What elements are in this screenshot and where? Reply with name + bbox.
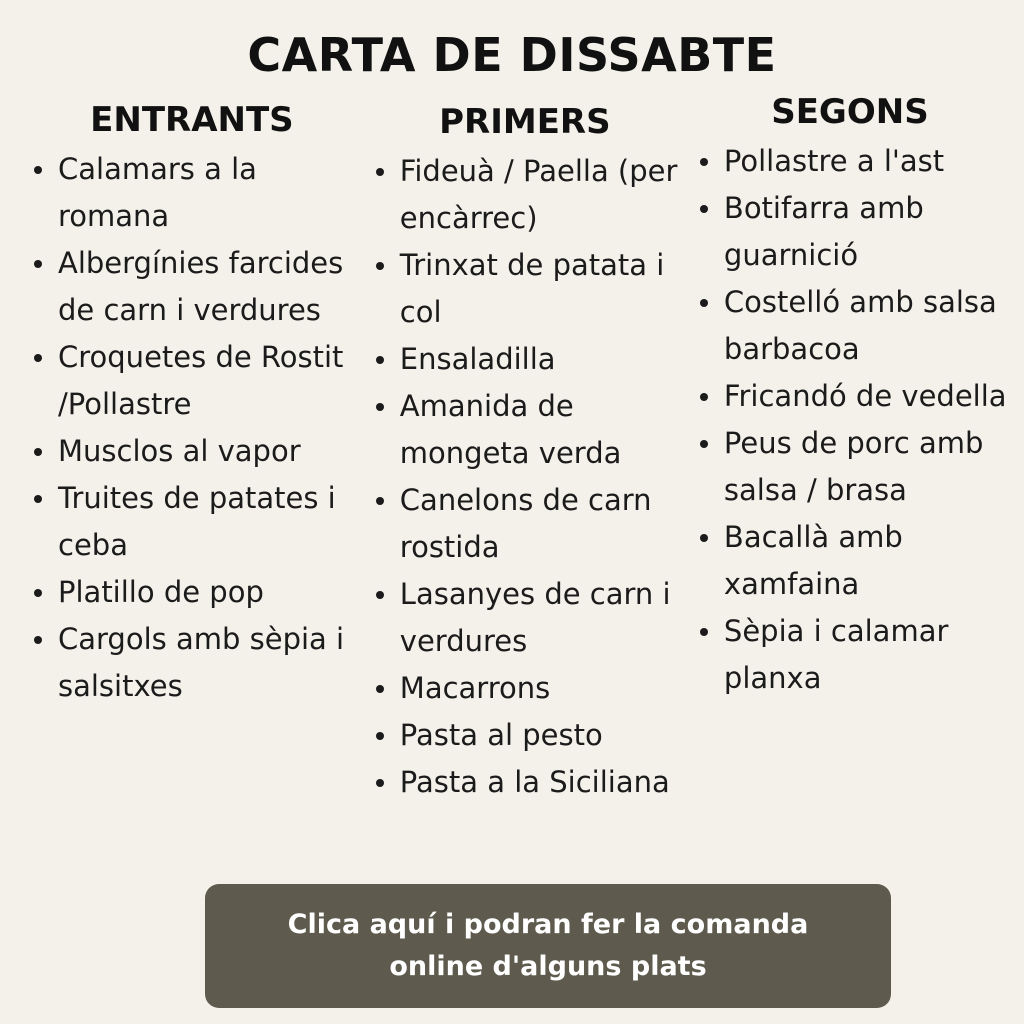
list-item: Trinxat de patata i col bbox=[366, 242, 684, 336]
list-item: Pasta al pesto bbox=[366, 712, 684, 759]
list-item: Musclos al vapor bbox=[24, 428, 360, 475]
list-item: Croquetes de Rostit /Pollastre bbox=[24, 334, 360, 428]
list-item: Costelló amb salsa barbacoa bbox=[690, 279, 1010, 373]
list-item: Peus de porc amb salsa / brasa bbox=[690, 420, 1010, 514]
menu-column-primers bbox=[360, 92, 684, 806]
dish-list-segons bbox=[690, 138, 1010, 702]
list-item: Pollastre a l'ast bbox=[690, 138, 1010, 185]
list-item: Sèpia i calamar planxa bbox=[690, 608, 1010, 702]
list-item: Ensaladilla bbox=[366, 336, 684, 383]
list-item: Macarrons bbox=[366, 665, 684, 712]
page-title: CARTA DE DISSABTE bbox=[247, 28, 777, 82]
dish-list-primers bbox=[366, 148, 684, 806]
order-online-button[interactable] bbox=[205, 884, 891, 1008]
list-item: Botifarra amb guarnició bbox=[690, 185, 1010, 279]
list-item: Albergínies farcides de carn i verdures bbox=[24, 240, 360, 334]
list-item: Bacallà amb xamfaina bbox=[690, 514, 1010, 608]
list-item: Truites de patates i ceba bbox=[24, 475, 360, 569]
list-item: Amanida de mongeta verda bbox=[366, 383, 684, 477]
list-item: Pasta a la Siciliana bbox=[366, 759, 684, 806]
menu-columns bbox=[0, 92, 1024, 806]
list-item: Platillo de pop bbox=[24, 569, 360, 616]
dish-list-entrants bbox=[24, 146, 360, 710]
cta-line-2: online d'alguns plats bbox=[389, 951, 707, 982]
menu-column-entrants bbox=[14, 92, 360, 710]
column-heading-entrants: ENTRANTS bbox=[90, 100, 294, 140]
column-heading-segons: SEGONS bbox=[771, 92, 929, 132]
list-item: Fideuà / Paella (per encàrrec) bbox=[366, 148, 684, 242]
list-item: Fricandó de vedella bbox=[690, 373, 1010, 420]
menu-column-segons bbox=[684, 92, 1010, 702]
list-item: Cargols amb sèpia i salsitxes bbox=[24, 616, 360, 710]
cta-line-1: Clica aquí i podran fer la comanda bbox=[287, 909, 809, 941]
list-item: Lasanyes de carn i verdures bbox=[366, 571, 684, 665]
list-item: Calamars a la romana bbox=[24, 146, 360, 240]
column-heading-primers: PRIMERS bbox=[439, 102, 611, 142]
list-item: Canelons de carn rostida bbox=[366, 477, 684, 571]
